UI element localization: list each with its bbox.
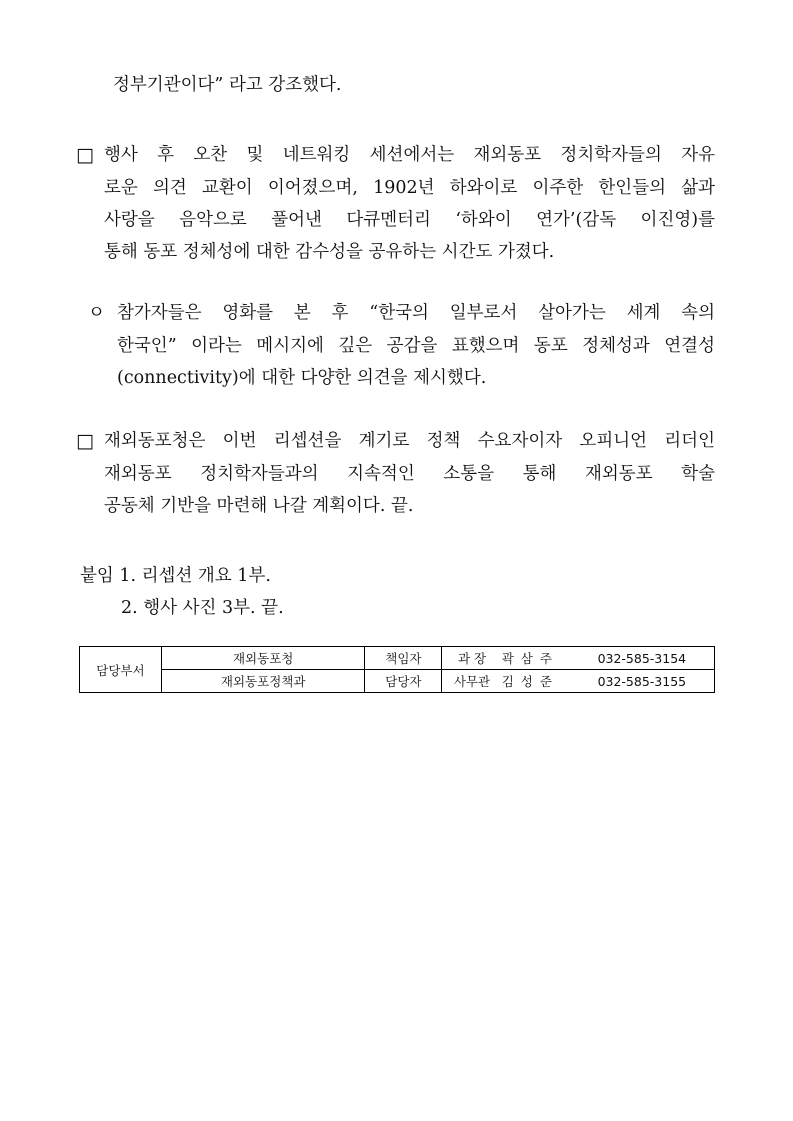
attachment-line-2: 2. 행사 사진 3부. 끝. [121, 598, 284, 618]
contact-table [79, 646, 715, 693]
name-cell: 김성준 [502, 670, 598, 693]
paragraph-1-line-3: 사랑을 음악으로 풀어낸 다큐멘터리 ‘하와이 연가’(감독 이진영)를 [104, 210, 715, 230]
square-bullet-icon: □ [76, 144, 94, 166]
circle-bullet-icon: ㅇ [88, 303, 105, 323]
paragraph-3-line-2: 재외동포 정치학자들과의 지속적인 소통을 통해 재외동포 학술 [104, 464, 715, 484]
square-bullet-icon: □ [76, 430, 94, 452]
table-row [80, 670, 715, 693]
role-cell: 담당자 [365, 670, 442, 693]
title-cell: 과 장 [442, 647, 502, 670]
name-cell: 곽삼주 [502, 647, 598, 670]
agency-cell: 재외동포청 [161, 647, 365, 670]
paragraph-3-line-1: 재외동포청은 이번 리셉션을 계기로 정책 수요자이자 오피니언 리더인 [104, 431, 715, 451]
paragraph-2-line-1: 참가자들은 영화를 본 후 “한국의 일부로서 살아가는 세계 속의 [117, 303, 715, 323]
attachment-line-1: 붙임 1. 리셉션 개요 1부. [80, 566, 271, 586]
paragraph-2-line-2: 한국인” 이라는 메시지에 깊은 공감을 표했으며 동포 정체성과 연결성 [117, 336, 715, 356]
dept-header-cell: 담당부서 [80, 647, 162, 693]
phone-cell: 032-585-3155 [598, 670, 715, 693]
role-cell: 책임자 [365, 647, 442, 670]
title-cell: 사무관 [442, 670, 502, 693]
table-row [80, 647, 715, 670]
division-cell: 재외동포정책과 [161, 670, 365, 693]
paragraph-1-line-4: 통해 동포 정체성에 대한 감수성을 공유하는 시간도 가졌다. [104, 242, 555, 262]
paragraph-1-line-1: 행사 후 오찬 및 네트워킹 세션에서는 재외동포 정치학자들의 자유 [104, 145, 715, 165]
phone-cell: 032-585-3154 [598, 647, 715, 670]
paragraph-1-line-2: 로운 의견 교환이 이어졌으며, 1902년 하와이로 이주한 한인들의 삶과 [104, 178, 715, 198]
paragraph-2-line-3: (connectivity)에 대한 다양한 의견을 제시했다. [117, 368, 487, 388]
paragraph-3-line-3: 공동체 기반을 마련해 나갈 계획이다. 끝. [104, 496, 414, 516]
paragraph-continuation: 정부기관이다” 라고 강조했다. [113, 75, 342, 95]
